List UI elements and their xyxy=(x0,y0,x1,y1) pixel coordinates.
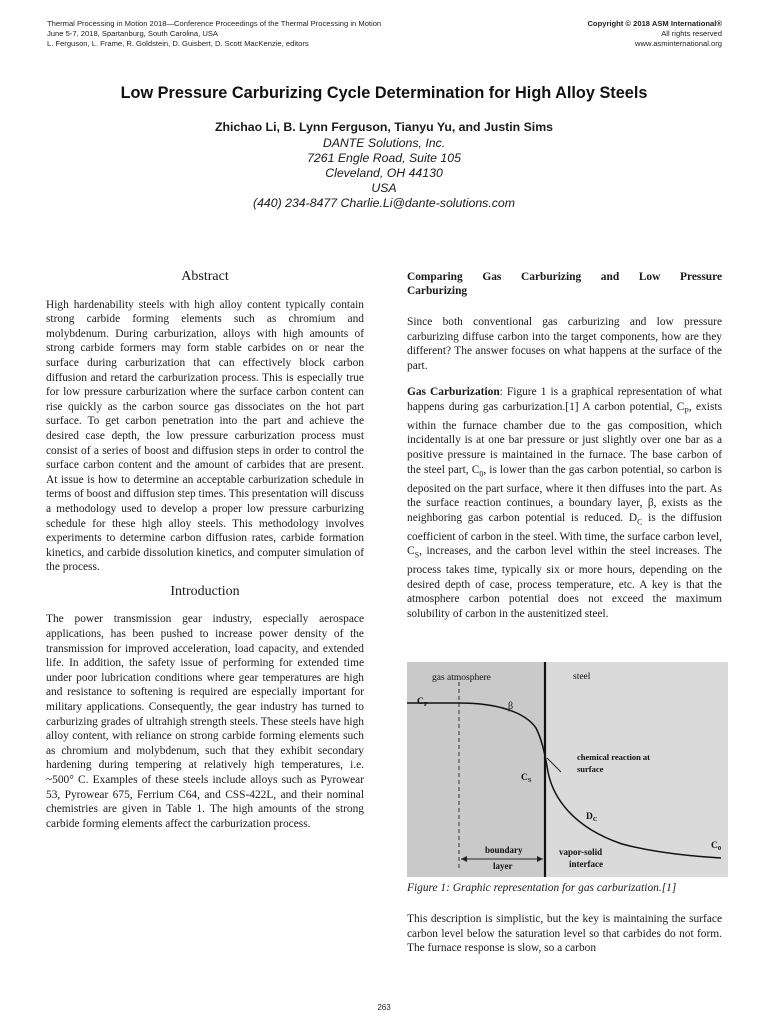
figure-diagram xyxy=(407,662,728,877)
gas-carburization-text: , increases, and the carbon level within the steel increases. The process takes time, typically six or more hours, depending on the desired depth of case, process temperature, etc. A key is that the atmosphere carbon potential does not exceed the maximum solubility of carbon in the austenitized steel. xyxy=(407,545,722,620)
right-column-continued xyxy=(407,912,722,956)
chemical-reaction-label-1: chemical reaction at xyxy=(577,752,651,762)
cp-label-sub: P xyxy=(423,701,428,708)
rights-line: All rights reserved xyxy=(661,29,722,38)
gas-carburization-paragraph xyxy=(407,385,722,621)
vapor-solid-label-2: interface xyxy=(569,859,603,869)
cp-label-main: C xyxy=(417,697,424,707)
proceedings-header xyxy=(47,19,467,49)
post-figure-text: This description is simplistic, but the key is maintaining the surface carbon level below the saturation level so that carbides do not form. The furnace response is slow, so a carbon xyxy=(407,913,722,955)
c0-label-main: C xyxy=(711,841,718,851)
c0-label-sub: 0 xyxy=(717,845,722,852)
abstract-text: High hardenability steels with high alloy content typically contain strong carbide forming elements such as chromium and molybdenum. During carburization, alloys with high amounts of strong carbide formers may form stable carbides on or near the surface during carburization that can effectively block carbon diffusion and retard the carburization process. This is especially true for low pressure carburization where the surface carbon content can rise quickly as the carbon source gas dissociates on the hot part surface. To get carbon penetration into the part and achieve the desired case depth, the low pressure carburization process must consist of a series of boost and diffusion steps in order to control the surface carbon content and the amount of carbides that are present. At issue is how to determine an acceptable carburization schedule in terms of boost and diffusion step times. This presentation will discuss a methodology used to develop a proper low pressure carburizing schedule for these high alloy steels. This methodology involves experiments to determine carbon diffusion rates, carbide formation kinetics, and carbide dissolution kinetics, and computer simulation of the process. xyxy=(46,298,364,574)
subscript-c: C xyxy=(637,516,643,526)
chemical-reaction-label-2: surface xyxy=(577,764,604,774)
comparison-heading-line2: Carburizing xyxy=(407,285,468,297)
gas-carburization-text: , is lower than the gas carbon potential, so carbon is deposited on the part surface, where it then diffuses into the part. As the surface reaction continues, a boundary layer, β, exists as the neighboring gas carbon potential is reduced. D xyxy=(407,463,722,524)
copyright-header xyxy=(502,19,722,49)
beta-label: β xyxy=(508,701,514,712)
boundary-label-1: boundary xyxy=(485,845,523,855)
steel-label: steel xyxy=(573,672,591,682)
dc-label-main: D xyxy=(586,812,593,822)
affiliation-company: DANTE Solutions, Inc. xyxy=(322,136,446,150)
comparison-heading-line1: Comparing Gas Carburizing and Low Pressure xyxy=(407,271,722,283)
boundary-label-2: layer xyxy=(493,861,513,871)
introduction-heading: Introduction xyxy=(170,583,240,599)
page-number: 263 xyxy=(377,1003,391,1012)
cs-label-main: C xyxy=(521,773,528,783)
introduction-text: The power transmission gear industry, especially aerospace applications, has been pushed to increase power density of the transmission for improved acceleration, load capacity, and extended life. In addition, the safety issue of performing for extended time under poor lubrication conditions where gear temperatures are high and resistance to softening is required are especially important for military applications. Consequently, the gear industry has turned to carburizing grades of ultrahigh strength steels. These steels have high alloy content, with reliance on strong carbide forming elements such as chromium and molybdenum, such that they exhibit secondary hardening during tempering at relatively high temperatures, i.e. ~500° C. Examples of these steels include alloys such as Pyrowear 53, Pyrowear 675, Ferrium C64, and CSS-422L, and their nominal chemistries are given in Table 1. The high amounts of the strong carbide forming elements affect the carburization process. xyxy=(46,613,364,830)
vapor-solid-label-1: vapor-solid xyxy=(559,847,603,857)
left-column xyxy=(46,270,364,831)
comparison-intro-text: Since both conventional gas carburizing and low pressure carburizing diffuse carbon into the target components, how are they different? The answer focuses on what happens at the surface of the part. xyxy=(407,316,722,372)
figure-gas-carburization xyxy=(407,662,728,877)
gas-carburization-text: : Figure 1 is a graphical representation of what happens during gas carburization.[1] A carbon potential, C xyxy=(407,386,722,413)
header-line: Thermal Processing in Motion 2018—Conference Proceedings of the Thermal Processing in Motion xyxy=(47,19,382,28)
gas-carburization-text: , exists within the furnace chamber due to the gas composition, which incidentally is at one bar pressure or just slightly over one bar as a positive pressure is maintained in the furnace. The base carbon of the steel part, C xyxy=(407,400,722,476)
author-list: Zhichao Li, B. Lynn Ferguson, Tianyu Yu, and Justin Sims xyxy=(215,120,553,134)
cs-label-sub: S xyxy=(527,777,532,784)
subscript-s: S xyxy=(414,550,420,560)
affiliation-city: Cleveland, OH 44130 xyxy=(325,166,443,180)
abstract-heading: Abstract xyxy=(181,269,229,284)
gas-carburization-label: Gas Carburization xyxy=(407,386,500,399)
copyright-line: Copyright © 2018 ASM International® xyxy=(587,19,722,28)
gas-region xyxy=(407,662,545,877)
subscript-zero: 0 xyxy=(479,468,484,478)
affiliation-block xyxy=(84,136,684,211)
subscript-p: P xyxy=(684,406,689,416)
right-column xyxy=(407,270,722,621)
header-line: L. Ferguson, L. Frame, R. Goldstein, D. Guisbert, D. Scott MacKenzie, editors xyxy=(47,39,309,48)
affiliation-street: 7261 Engle Road, Suite 105 xyxy=(307,151,461,165)
figure-caption: Figure 1: Graphic representation for gas carburization.[1] xyxy=(407,882,677,894)
gas-atmosphere-label: gas atmosphere xyxy=(432,673,491,683)
dc-label-sub: C xyxy=(592,816,598,823)
affiliation-country: USA xyxy=(371,181,397,195)
publisher-url[interactable]: www.asminternational.org xyxy=(635,39,722,48)
steel-region xyxy=(545,662,728,877)
header-line: June 5-7, 2018, Spartanburg, South Carolina, USA xyxy=(47,29,218,38)
gas-carburization-text: is the diffusion coefficient of carbon in the steel. With time, the surface carbon level, C xyxy=(407,511,722,558)
affiliation-contact[interactable]: (440) 234-8477 Charlie.Li@dante-solutions.com xyxy=(253,196,515,210)
paper-title: Low Pressure Carburizing Cycle Determination for High Alloy Steels xyxy=(120,84,648,102)
